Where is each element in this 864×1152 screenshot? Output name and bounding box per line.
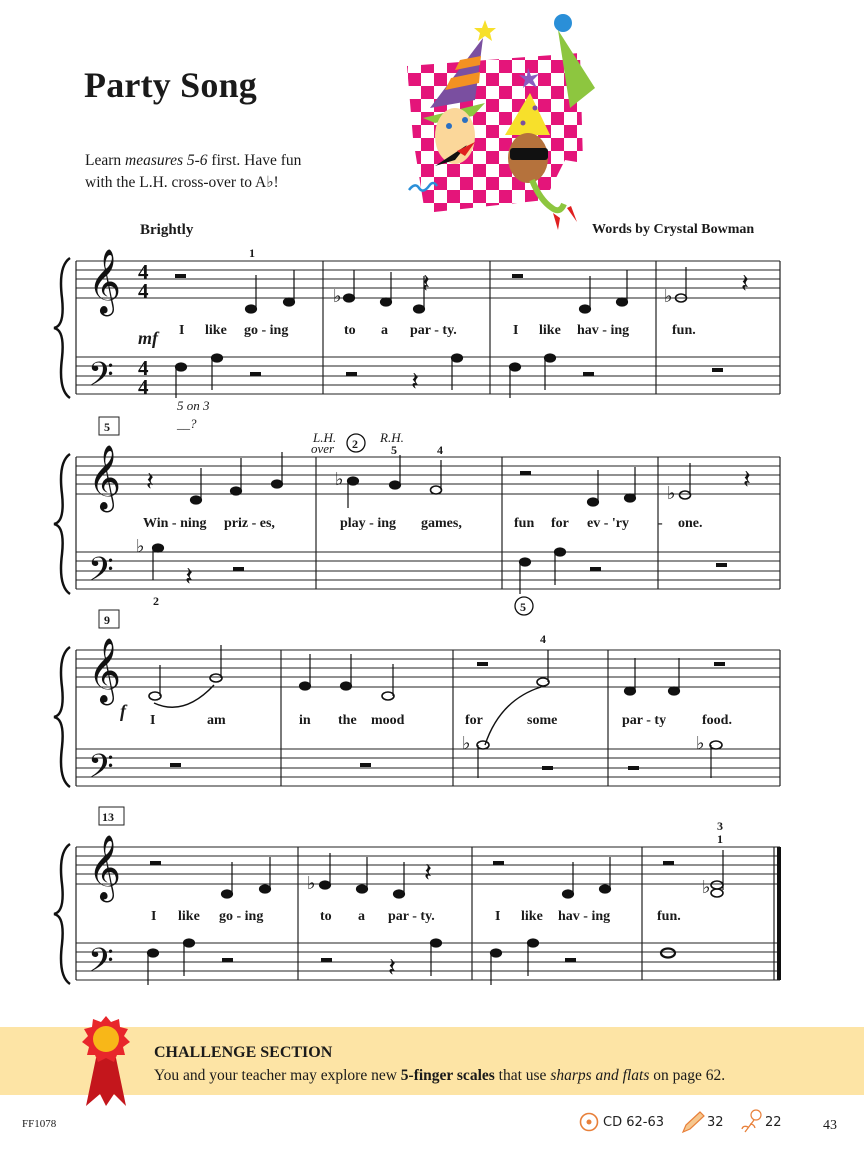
lh-label: L.H. [313,430,337,445]
performance-page: 22 [765,1115,782,1130]
svg-text:food.: food. [702,713,732,728]
svg-text:I: I [151,909,157,924]
final-barline [777,847,781,980]
svg-text:♭: ♭ [462,733,471,754]
svg-text:-: - [658,516,663,531]
svg-text:play - ing: play - ing [340,516,397,531]
svg-text:𝄢: 𝄢 [88,748,114,794]
intro-line1-post: first. Have fun [207,152,302,169]
svg-text:to: to [320,909,332,924]
lyrics-system-4 [151,909,681,924]
over-label: over [311,441,335,456]
fingering: 1 [717,832,723,846]
cd-track-label: CD 62-63 [603,1115,664,1130]
svg-text:4: 4 [138,279,149,303]
svg-text:hav - ing: hav - ing [558,909,611,924]
intro-line2: with the L.H. cross-over to A♭! [85,174,279,191]
svg-text:Win - ning: Win - ning [143,516,207,531]
page-title: Party Song [84,65,257,105]
lyrics-system-2 [143,516,703,531]
svg-text:𝄽: 𝄽 [185,562,193,592]
svg-text:mood: mood [371,713,405,728]
svg-text:𝄽: 𝄽 [424,858,432,888]
svg-text:go - ing: go - ing [219,909,264,924]
svg-text:a: a [358,909,365,924]
svg-text:𝄞: 𝄞 [88,638,122,703]
svg-text:𝄽: 𝄽 [146,467,154,497]
svg-text:4: 4 [138,356,149,380]
dynamic-mf: mf [138,328,158,348]
svg-text:to: to [344,323,356,338]
svg-text:♭: ♭ [136,536,145,557]
svg-text:a: a [381,323,388,338]
circled-fingering: 5 [520,600,526,614]
fingering-note: __? [177,416,197,431]
workbook-page: 32 [707,1115,724,1130]
fingering: 3 [717,819,723,833]
svg-text:I: I [513,323,519,338]
challenge-title: CHALLENGE SECTION [154,1044,333,1061]
cd-icon [579,1112,599,1132]
lyrics-system-1 [179,323,696,338]
svg-text:𝄢: 𝄢 [88,551,114,597]
svg-text:♭: ♭ [335,469,344,490]
svg-text:hav - ing: hav - ing [577,323,630,338]
fingering: 4 [437,443,443,457]
fingering-note: 5 on 3 [177,398,210,413]
svg-text:𝄞: 𝄞 [88,835,122,900]
fingering: 1 [249,246,255,260]
svg-text:♭: ♭ [333,286,342,307]
svg-text:I: I [495,909,501,924]
svg-text:4: 4 [138,375,149,399]
svg-text:priz - es,: priz - es, [224,516,275,531]
tempo-marking: Brightly [140,222,194,238]
svg-text:fun.: fun. [657,909,681,924]
brace-icon [54,258,70,984]
svg-text:like: like [539,323,561,338]
svg-text:go - ing: go - ing [244,323,289,338]
svg-text:fun: fun [514,516,535,531]
svg-text:♭: ♭ [307,873,316,894]
notes [148,267,728,985]
intro-line1-em: measures 5-6 [125,152,208,169]
svg-text:I: I [150,713,156,728]
page-number: 43 [823,1118,837,1133]
fingering: 4 [540,632,546,646]
intro-line1-pre: Learn [85,152,126,169]
svg-text:♭: ♭ [664,286,673,307]
svg-text:ev - 'ry: ev - 'ry [587,516,629,531]
svg-text:𝄢: 𝄢 [88,942,114,988]
svg-text:par - ty.: par - ty. [388,909,435,924]
lyrics-system-3 [150,713,732,728]
svg-text:9: 9 [104,613,110,627]
svg-text:♭: ♭ [696,733,705,754]
svg-text:𝄽: 𝄽 [388,953,396,983]
rh-label: R.H. [380,430,404,445]
svg-text:𝄽: 𝄽 [741,269,749,299]
svg-text:some: some [527,713,558,728]
svg-text:for: for [551,516,569,531]
svg-text:par - ty: par - ty [622,713,667,728]
svg-text:5: 5 [104,420,110,434]
award-ribbon-icon [78,1014,134,1110]
circled-fingering: 2 [352,437,358,451]
svg-text:like: like [178,909,200,924]
svg-text:par - ty.: par - ty. [410,323,457,338]
catalog-code: FF1078 [22,1118,57,1130]
lyricist-credit: Words by Crystal Bowman [592,222,755,237]
svg-text:13: 13 [102,810,114,824]
svg-text:like: like [521,909,543,924]
svg-text:the: the [338,713,357,728]
svg-text:fun.: fun. [672,323,696,338]
svg-text:♭: ♭ [702,877,711,898]
fingering: 2 [153,594,159,608]
fingering: 5 [391,443,397,457]
svg-text:like: like [205,323,227,338]
pencil-icon [680,1110,706,1134]
svg-text:for: for [465,713,483,728]
svg-text:𝄞: 𝄞 [88,445,122,510]
svg-text:one.: one. [678,516,703,531]
svg-text:games,: games, [421,516,462,531]
challenge-text: You and your teacher may explore new 5-finger scales that use sharps and flats on page 62. [154,1067,726,1084]
svg-text:𝄢: 𝄢 [88,356,114,402]
svg-text:4: 4 [138,260,149,284]
svg-text:𝄽: 𝄽 [422,269,430,299]
svg-text:𝄞: 𝄞 [88,249,122,314]
svg-text:am: am [207,713,226,728]
flat-icons [136,286,711,898]
dynamic-f: f [120,701,126,721]
flower-icon [740,1108,764,1134]
svg-text:𝄽: 𝄽 [743,465,751,495]
svg-text:in: in [299,713,311,728]
svg-text:♭: ♭ [667,483,676,504]
svg-text:𝄽: 𝄽 [411,367,419,397]
svg-text:I: I [179,323,185,338]
